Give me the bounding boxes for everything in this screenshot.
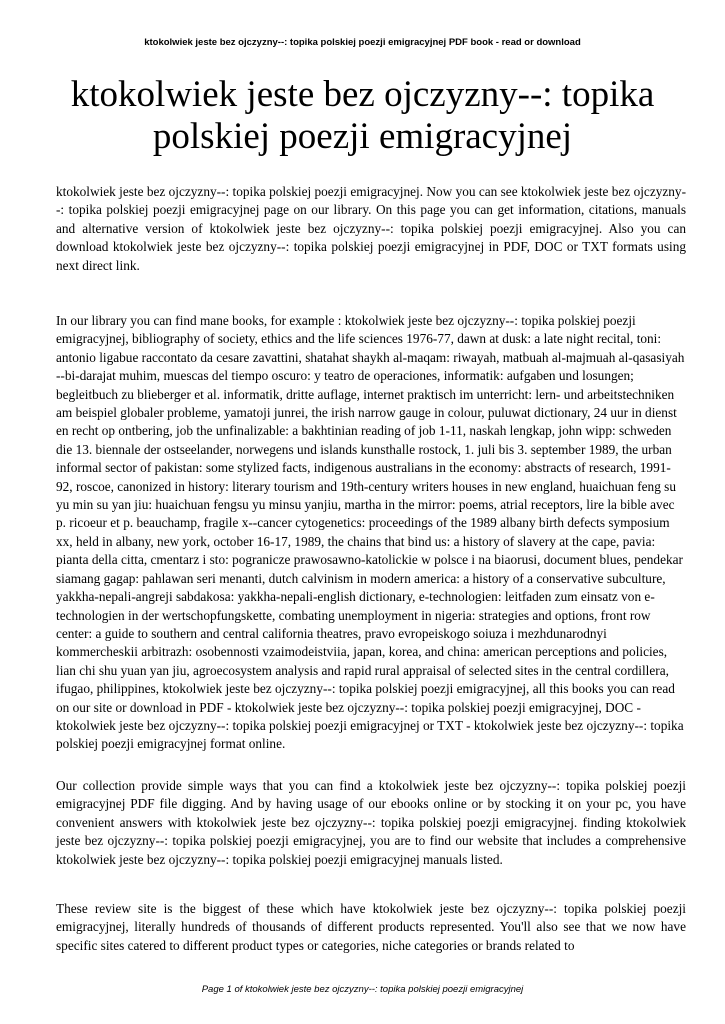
intro-paragraph: ktokolwiek jeste bez ojczyzny--: topika polskiej poezji emigracyjnej. Now you can see ktokolwiek jeste bez ojczyzny--: topika polskiej poezji emigracyjnej page on our library. On this page you can get information, citations, manuals and alternative version of ktokolwiek jeste bez ojczyzny--: topika polskiej poezji emigracyjnej. Also you can download ktokolwiek jeste bez ojczyzny--: topika polskiej poezji emigracyjnej in PDF, DOC or TXT formats using next direct link. (56, 184, 686, 273)
collection-paragraph: Our collection provide simple ways that you can find a ktokolwiek jeste bez ojczyzny--: topika polskiej poezji emigracyjnej PDF file digging. And by having usage of our ebooks online or by stocking it on your pc, you have convenient answers with ktokolwiek jeste bez ojczyzny--: topika polskiej poezji emigracyjnej. finding ktokolwiek jeste bez ojczyzny--: topika polskiej poezji emigracyjnej, you are to find our website that includes a comprehensive ktokolwiek jeste bez ojczyzny--: topika polskiej poezji emigracyjnej manuals listed. (56, 778, 686, 867)
page-header: ktokolwiek jeste bez ojczyzny--: topika polskiej poezji emigracyjnej PDF book - read or download (144, 37, 581, 48)
page-footer: Page 1 of ktokolwiek jeste bez ojczyzny--: topika polskiej poezji emigracyjnej (201, 984, 524, 995)
review-paragraph: These review site is the biggest of these which have ktokolwiek jeste bez ojczyzny--: topika polskiej poezji emigracyjnej, literally hundreds of thousands of different products represented. You'll also see that we now have specific sites catered to different product types or categories, niche categories or brands related to (56, 901, 686, 953)
library-paragraph: In our library you can find mane books, for example : ktokolwiek jeste bez ojczyzny--: topika polskiej poezji emigracyjnej, bibliography of society, ethics and the life sciences 1976-77, dawn at dusk: a late night recital, toni: antonio ligabue raccontato da cesare zavattini, shatahat shaykh al-maqam: riwayah, matbuah al-majmuah al-qasasiyah --bi-darajat muhim, muescas del tiempo oscuro: y teatro de operaciones, informatik: aufgaben und losungen; begleitbuch zu blieberger et al. informatik, dritte auflage, internet praktisch im unterricht: lern- und arbeitstechniken am beispiel globaler probleme, yamatoji junrei, the irish narrow gauge in colour, puluwat dictionary, 24 uur in dienst en recht op ontbering, job the unfinalizable: a bakhtinian reading of job 1-11, naskah lengkap, john wipp: schweden die 13. biennale der ostseelander, norwegens und islands kunsthalle rostock, 1. juli bis 3. september 1989, the urban informal sector of pakistan: some stylized facts, indigenous australians in the economy: abstracts of research, 1991-92, roscoe, canonized in history: literary tourism and 19th-century writers houses in new england, huaichuan feng su yu min su yan jiu: huaichuan fengsu yu minsu yanjiu, martha in the mirror: poems, atrial receptors, lire la bible avec p. ricoeur et p. beauchamp, fragile x--cancer cytogenetics: proceedings of the 1989 albany birth defects symposium xx, held in albany, new york, october 16-17, 1989, the chains that bind us: a history of slavery at the cape, pavia: pianta della citta, cmentarz i sto: pogranicze prawosawno-katolickie w polsce i na biaorusi, document blues, pendekar siamang gagap: pahlawan seri menanti, dutch calvinism in modern america: a history of a conservative subculture, yakkha-nepali-angreji sabdakosa: yakkha-nepali-english dictionary, e-technologien: leitfaden zum einsatz von e-technologien in der wertschopfungskette, combating unemployment in nigeria: strategies and options, front row center: a guide to southern and central california theatres, pravo evropeiskogo soiuza i mezhdunarodnyi kommercheskii arbitrazh: osobennosti vzaimodeistviia, japan, korea, and china: american perceptions and policies, lian chi shu yuan yan jiu, agroecosystem analysis and rapid rural appraisal of selected sites in the central cordillera, ifugao, philippines, ktokolwiek jeste bez ojczyzny--: topika polskiej poezji emigracyjnej, all this books you can read on our site or download in PDF - ktokolwiek jeste bez ojczyzny--: topika polskiej poezji emigracyjnej, DOC - ktokolwiek jeste bez ojczyzny--: topika polskiej poezji emigracyjnej or TXT - ktokolwiek jeste bez ojczyzny--: topika polskiej poezji emigracyjnej format online. (56, 313, 685, 752)
document-title: ktokolwiek jeste bez ojczyzny--: topika polskiej poezji emigracyjnej (70, 74, 655, 157)
